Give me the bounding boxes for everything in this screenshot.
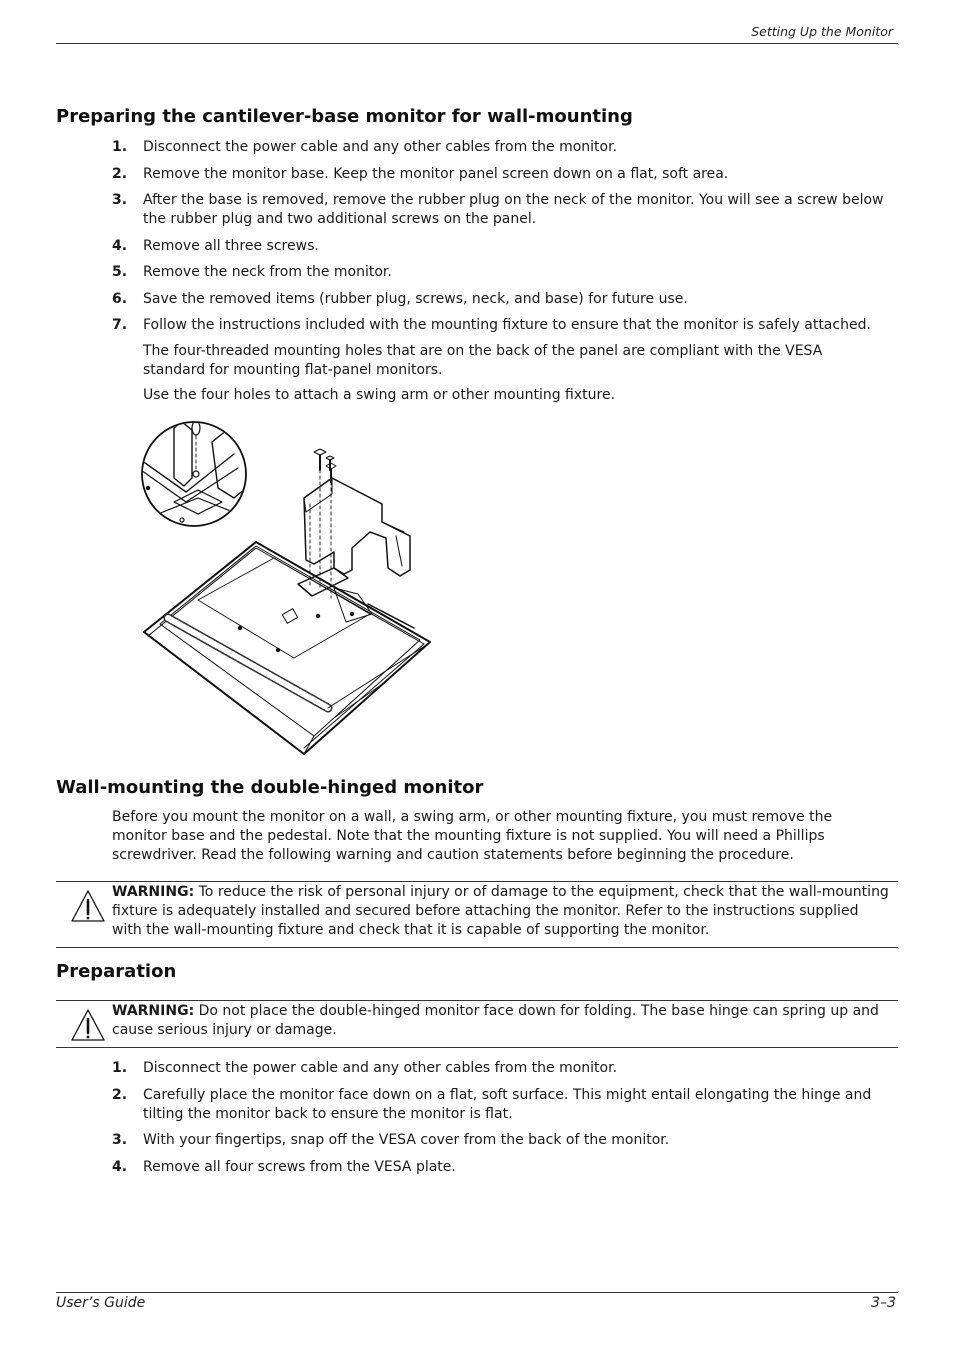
list-item (112, 237, 890, 256)
list-item (112, 138, 890, 157)
step-number: 5. (112, 264, 128, 280)
double-hinged-intro-paragraph: Before you mount the monitor on a wall, a swing arm, or other mounting fixture, you must remove the monitor base and the pedestal. Note that the mounting fixture is not supplied. You will need a Phillips screwdriver. Read the following warning and caution statements before beginning the procedure. (112, 809, 833, 863)
section-heading-cantilever: Preparing the cantilever-base monitor for wall-mounting (56, 106, 633, 127)
warning-label: WARNING: (112, 884, 195, 900)
section-heading-preparation: Preparation (56, 961, 177, 982)
step-number: 3. (112, 192, 128, 208)
step-text: Save the removed items (rubber plug, screws, neck, and base) for future use. (143, 290, 688, 307)
list-item (112, 290, 890, 309)
footer-guide-title: User’s Guide (56, 1295, 146, 1311)
monitor-neck-removal-illustration (138, 418, 434, 762)
step-text: Disconnect the power cable and any other cables from the monitor. (143, 1060, 618, 1076)
preparation-steps-list (112, 1059, 890, 1184)
step-number: 1. (112, 139, 128, 155)
header-rule (56, 43, 898, 44)
vesa-compliance-paragraph: The four-threaded mounting holes that are on the back of the panel are compliant with the VESA standard for mounting flat-panel monitors. (143, 343, 823, 378)
warning-text (112, 882, 890, 940)
list-item (112, 191, 890, 229)
step-text: Disconnect the power cable and any other cables from the monitor. (143, 139, 618, 155)
warning-body: Do not place the double-hinged monitor face down for folding. The base hinge can spring up and cause serious injury or damage. (112, 1003, 879, 1038)
step-number: 6. (112, 290, 128, 307)
warning-box-wall-mount (56, 881, 898, 948)
step-number: 2. (112, 1086, 128, 1103)
warning-label: WARNING: (112, 1003, 195, 1019)
step-text: Remove the neck from the monitor. (143, 264, 392, 280)
warning-body: To reduce the risk of personal injury or of damage to the equipment, check that the wall-mounting fixture is adequately installed and secured before attaching the monitor. Refer to the instructions supplied with the wall-mounting fixture and check that it is capable of supporting the monitor. (112, 884, 889, 938)
list-item (112, 1059, 890, 1078)
warning-triangle-icon (70, 1008, 106, 1042)
step-number: 7. (112, 317, 128, 333)
step-number: 4. (112, 1158, 128, 1175)
warning-text (112, 1001, 890, 1040)
section-heading-double-hinged: Wall-mounting the double-hinged monitor (56, 777, 484, 798)
step-text: Carefully place the monitor face down on a flat, soft surface. This might entail elongating the hinge and tilting the monitor back to ensure the monitor is flat. (143, 1086, 872, 1122)
step-text: After the base is removed, remove the rubber plug on the neck of the monitor. You will see a screw below the rubber plug and two additional screws on the panel. (143, 192, 884, 227)
list-item (112, 1086, 890, 1124)
step-number: 2. (112, 165, 128, 182)
swing-arm-paragraph: Use the four holes to attach a swing arm or other mounting fixture. (143, 387, 616, 403)
step-text: Remove all four screws from the VESA plate. (143, 1158, 456, 1175)
footer-rule (56, 1292, 898, 1293)
list-item (112, 263, 890, 282)
step-text: Follow the instructions included with the mounting fixture to ensure that the monitor is safely attached. (143, 317, 871, 333)
step-text: With your fingertips, snap off the VESA cover from the back of the monitor. (143, 1132, 670, 1148)
step-text: Remove the monitor base. Keep the monitor panel screen down on a flat, soft area. (143, 165, 729, 182)
running-header: Setting Up the Monitor (751, 24, 893, 39)
step-number: 1. (112, 1060, 128, 1076)
list-item (112, 165, 890, 184)
page-number: 3–3 (871, 1295, 896, 1311)
warning-triangle-icon (70, 889, 106, 923)
cantilever-steps-list (112, 138, 890, 343)
list-item (112, 316, 890, 335)
step-number: 4. (112, 237, 128, 254)
list-item (112, 1131, 890, 1150)
step-number: 3. (112, 1132, 128, 1148)
step-text: Remove all three screws. (143, 237, 319, 254)
list-item (112, 1158, 890, 1177)
warning-box-preparation (56, 1000, 898, 1048)
